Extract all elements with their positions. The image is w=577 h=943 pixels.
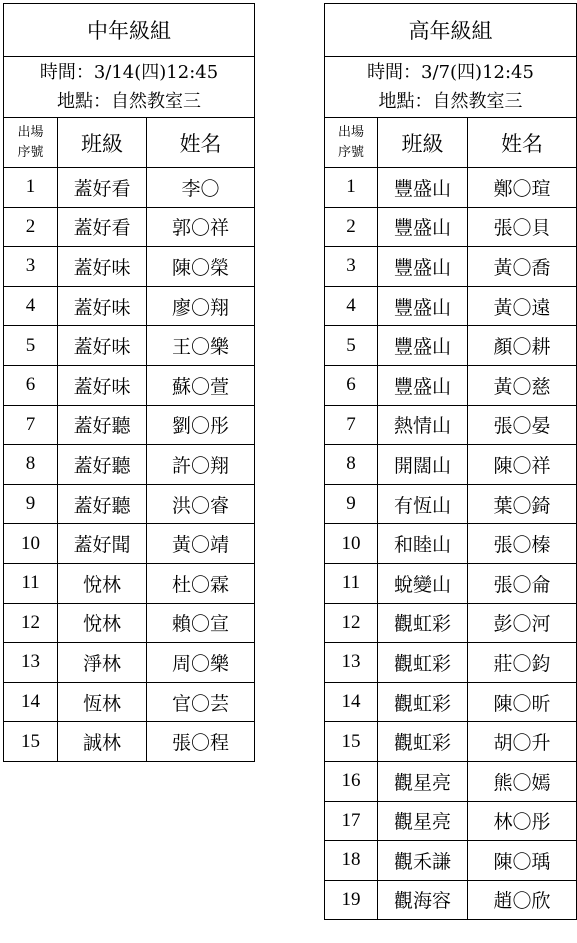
row-class: 豐盛山 xyxy=(378,168,468,208)
row-number: 11 xyxy=(325,563,378,603)
row-number: 3 xyxy=(4,247,58,287)
row-class: 豐盛山 xyxy=(378,207,468,247)
table-row xyxy=(4,207,255,247)
row-name: 廖〇翔 xyxy=(147,286,255,326)
header-sequence xyxy=(325,118,378,168)
row-number: 13 xyxy=(325,643,378,683)
row-name: 洪〇睿 xyxy=(147,484,255,524)
middle-grade-table xyxy=(3,3,255,762)
row-class: 有恆山 xyxy=(378,484,468,524)
row-name: 葉〇錡 xyxy=(468,484,577,524)
row-class: 蓋好味 xyxy=(58,286,147,326)
row-name: 胡〇升 xyxy=(468,722,577,762)
row-class: 蓋好味 xyxy=(58,365,147,405)
header-class: 班級 xyxy=(58,118,147,168)
row-class: 開闊山 xyxy=(378,445,468,485)
high-grade-table xyxy=(324,3,577,920)
row-name: 彭〇河 xyxy=(468,603,577,643)
row-number: 17 xyxy=(325,801,378,841)
row-number: 3 xyxy=(325,247,378,287)
row-class: 淨林 xyxy=(58,643,147,683)
table-row xyxy=(325,286,577,326)
row-name: 官〇芸 xyxy=(147,682,255,722)
row-name: 張〇榛 xyxy=(468,524,577,564)
row-class: 悅林 xyxy=(58,563,147,603)
row-number: 1 xyxy=(325,168,378,208)
row-name: 黃〇慈 xyxy=(468,365,577,405)
table-row xyxy=(325,207,577,247)
row-number: 7 xyxy=(325,405,378,445)
middle-grade-time: 時間：3/14(四)12:45 xyxy=(39,62,219,83)
header-name: 姓名 xyxy=(147,118,255,168)
row-number: 1 xyxy=(4,168,58,208)
row-class: 悅林 xyxy=(58,603,147,643)
table-row xyxy=(4,524,255,564)
row-name: 黃〇靖 xyxy=(147,524,255,564)
table-row xyxy=(325,365,577,405)
high-grade-title: 高年級組 xyxy=(325,4,577,57)
table-row xyxy=(325,801,577,841)
row-name: 蘇〇萱 xyxy=(147,365,255,405)
row-name: 賴〇宣 xyxy=(147,603,255,643)
row-class: 誠林 xyxy=(58,722,147,762)
row-class: 觀虹彩 xyxy=(378,682,468,722)
header-sequence-line2: 序號 xyxy=(17,144,44,160)
table-row xyxy=(325,524,577,564)
row-class: 蛻變山 xyxy=(378,563,468,603)
row-class: 豐盛山 xyxy=(378,286,468,326)
table-row xyxy=(325,722,577,762)
row-name: 張〇晏 xyxy=(468,405,577,445)
table-row xyxy=(4,247,255,287)
table-row xyxy=(325,484,577,524)
row-name: 林〇彤 xyxy=(468,801,577,841)
row-name: 杜〇霖 xyxy=(147,563,255,603)
middle-grade-title: 中年級組 xyxy=(4,4,255,57)
row-name: 許〇翔 xyxy=(147,445,255,485)
row-name: 鄭〇瑄 xyxy=(468,168,577,208)
table-row xyxy=(4,405,255,445)
row-class: 蓋好聽 xyxy=(58,405,147,445)
table-row xyxy=(325,643,577,683)
row-name: 陳〇祥 xyxy=(468,445,577,485)
row-number: 9 xyxy=(4,484,58,524)
row-number: 12 xyxy=(325,603,378,643)
table-row xyxy=(4,445,255,485)
table-row xyxy=(4,603,255,643)
row-class: 蓋好看 xyxy=(58,168,147,208)
header-sequence-line1: 出場 xyxy=(337,124,364,140)
table-row xyxy=(4,643,255,683)
row-number: 18 xyxy=(325,841,378,881)
row-number: 12 xyxy=(4,603,58,643)
header-name: 姓名 xyxy=(468,118,577,168)
row-number: 5 xyxy=(325,326,378,366)
row-number: 15 xyxy=(4,722,58,762)
row-name: 黃〇喬 xyxy=(468,247,577,287)
row-name: 熊〇嫣 xyxy=(468,761,577,801)
header-sequence xyxy=(4,118,58,168)
row-class: 觀虹彩 xyxy=(378,603,468,643)
row-name: 周〇樂 xyxy=(147,643,255,683)
row-number: 4 xyxy=(325,286,378,326)
table-row xyxy=(325,603,577,643)
header-class: 班級 xyxy=(378,118,468,168)
row-class: 蓋好聽 xyxy=(58,484,147,524)
row-class: 觀禾謙 xyxy=(378,841,468,881)
row-class: 觀海容 xyxy=(378,880,468,920)
row-number: 4 xyxy=(4,286,58,326)
row-class: 恆林 xyxy=(58,682,147,722)
table-row xyxy=(4,563,255,603)
table-row xyxy=(4,682,255,722)
row-number: 6 xyxy=(325,365,378,405)
row-number: 13 xyxy=(4,643,58,683)
high-grade-place: 地點：自然教室三 xyxy=(378,91,523,112)
table-row xyxy=(325,405,577,445)
row-name: 陳〇昕 xyxy=(468,682,577,722)
table-row xyxy=(325,563,577,603)
row-name: 張〇程 xyxy=(147,722,255,762)
middle-grade-info xyxy=(4,57,255,118)
table-row xyxy=(4,484,255,524)
row-name: 郭〇祥 xyxy=(147,207,255,247)
table-row xyxy=(325,247,577,287)
row-class: 蓋好聽 xyxy=(58,445,147,485)
high-grade-time: 時間：3/7(四)12:45 xyxy=(367,62,534,83)
row-name: 顏〇耕 xyxy=(468,326,577,366)
row-number: 10 xyxy=(325,524,378,564)
table-row xyxy=(325,841,577,881)
row-class: 豐盛山 xyxy=(378,326,468,366)
table-row xyxy=(325,168,577,208)
row-number: 9 xyxy=(325,484,378,524)
row-class: 蓋好味 xyxy=(58,247,147,287)
row-number: 5 xyxy=(4,326,58,366)
row-name: 張〇貝 xyxy=(468,207,577,247)
row-number: 10 xyxy=(4,524,58,564)
row-class: 熱情山 xyxy=(378,405,468,445)
row-class: 豐盛山 xyxy=(378,365,468,405)
row-number: 8 xyxy=(325,445,378,485)
table-row xyxy=(4,168,255,208)
row-class: 豐盛山 xyxy=(378,247,468,287)
row-class: 觀星亮 xyxy=(378,761,468,801)
table-row xyxy=(325,761,577,801)
table-row xyxy=(4,326,255,366)
row-number: 7 xyxy=(4,405,58,445)
row-name: 陳〇榮 xyxy=(147,247,255,287)
row-number: 2 xyxy=(325,207,378,247)
row-number: 15 xyxy=(325,722,378,762)
high-grade-info xyxy=(325,57,577,118)
row-name: 李〇 xyxy=(147,168,255,208)
header-sequence-line1: 出場 xyxy=(17,124,44,140)
row-name: 王〇樂 xyxy=(147,326,255,366)
table-row xyxy=(4,286,255,326)
table-row xyxy=(325,326,577,366)
row-number: 14 xyxy=(325,682,378,722)
header-sequence-line2: 序號 xyxy=(337,144,364,160)
row-number: 16 xyxy=(325,761,378,801)
row-name: 莊〇鈞 xyxy=(468,643,577,683)
table-row xyxy=(325,880,577,920)
row-number: 11 xyxy=(4,563,58,603)
table-row xyxy=(4,365,255,405)
row-name: 劉〇彤 xyxy=(147,405,255,445)
row-class: 蓋好味 xyxy=(58,326,147,366)
row-name: 趙〇欣 xyxy=(468,880,577,920)
row-number: 6 xyxy=(4,365,58,405)
table-row xyxy=(4,722,255,762)
row-class: 和睦山 xyxy=(378,524,468,564)
table-row xyxy=(325,682,577,722)
row-number: 8 xyxy=(4,445,58,485)
row-name: 張〇侖 xyxy=(468,563,577,603)
row-class: 蓋好看 xyxy=(58,207,147,247)
row-class: 蓋好聞 xyxy=(58,524,147,564)
row-number: 2 xyxy=(4,207,58,247)
row-class: 觀虹彩 xyxy=(378,722,468,762)
row-name: 黃〇遠 xyxy=(468,286,577,326)
middle-grade-place: 地點：自然教室三 xyxy=(57,91,201,112)
row-number: 14 xyxy=(4,682,58,722)
row-number: 19 xyxy=(325,880,378,920)
row-class: 觀虹彩 xyxy=(378,643,468,683)
row-name: 陳〇瑀 xyxy=(468,841,577,881)
row-class: 觀星亮 xyxy=(378,801,468,841)
table-row xyxy=(325,445,577,485)
